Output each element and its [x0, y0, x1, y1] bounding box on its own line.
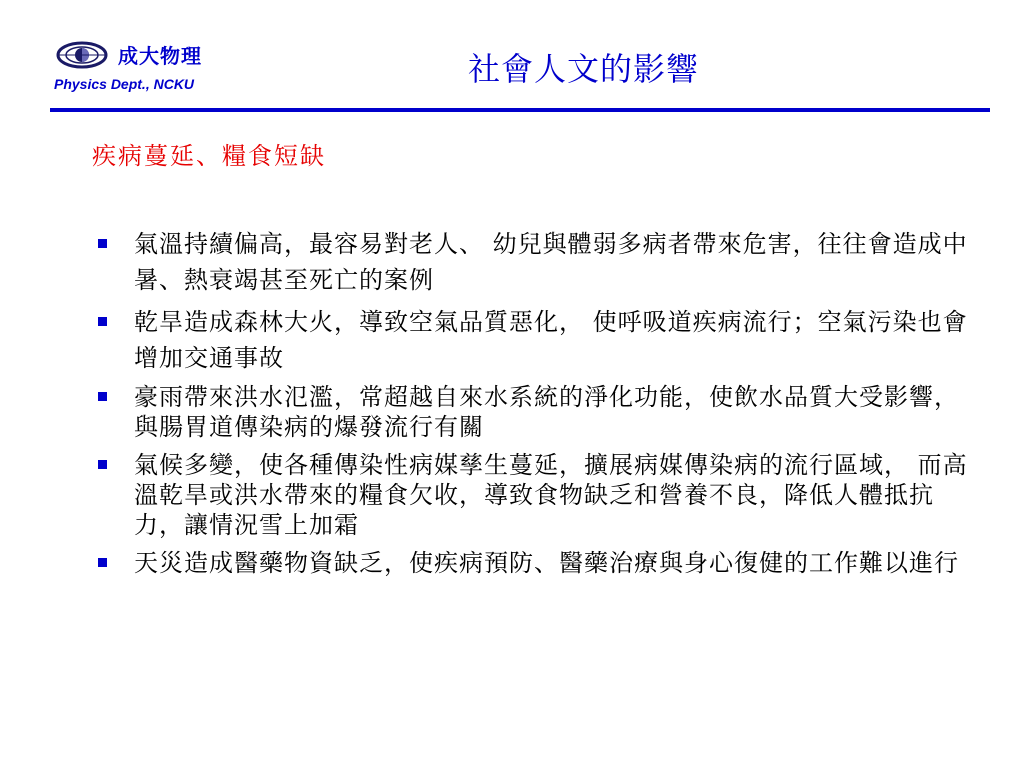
bullet-text: 氣溫持續偏高，最容易對老人、 幼兒與體弱多病者帶來危害，往往會造成中暑、熱衰竭甚至死亡的案例 — [134, 230, 968, 294]
bullet-item-1 — [92, 226, 972, 298]
bullet-item-3 — [92, 382, 972, 442]
square-bullet-icon — [98, 317, 107, 326]
logo-english-name: Physics Dept., NCKU — [54, 76, 195, 92]
bullet-item-5 — [92, 548, 972, 578]
bullet-text: 氣候多變，使各種傳染性病媒孳生蔓延，擴展病媒傳染病的流行區域， 而高溫乾旱或洪水帶來的糧食欠收，導致食物缺乏和營養不良，降低人體抵抗力，讓情況雪上加霜 — [134, 451, 968, 539]
title-divider — [50, 108, 990, 112]
bullet-text: 豪雨帶來洪水氾濫，常超越自來水系統的淨化功能，使飲水品質大受影響， 與腸胃道傳染病的爆發流行有關 — [134, 383, 959, 441]
department-logo — [52, 38, 242, 100]
bullet-text: 天災造成醫藥物資缺乏，使疾病預防、醫藥治療與身心復健的工作難以進行 — [134, 549, 959, 577]
logo-chinese-name: 成大物理 — [118, 44, 202, 68]
section-subtitle: 疾病蔓延、糧食短缺 — [92, 142, 326, 170]
page-title: 社會人文的影響 — [468, 50, 700, 88]
bullet-item-4 — [92, 450, 972, 540]
bullet-item-2 — [92, 304, 972, 376]
square-bullet-icon — [98, 460, 107, 469]
bullet-text: 乾旱造成森林大火，導致空氣品質惡化， 使呼吸道疾病流行；空氣污染也會增加交通事故 — [134, 308, 968, 372]
square-bullet-icon — [98, 239, 107, 248]
square-bullet-icon — [98, 392, 107, 401]
square-bullet-icon — [98, 558, 107, 567]
bullet-list — [92, 226, 972, 586]
eye-logo-icon — [56, 40, 108, 70]
